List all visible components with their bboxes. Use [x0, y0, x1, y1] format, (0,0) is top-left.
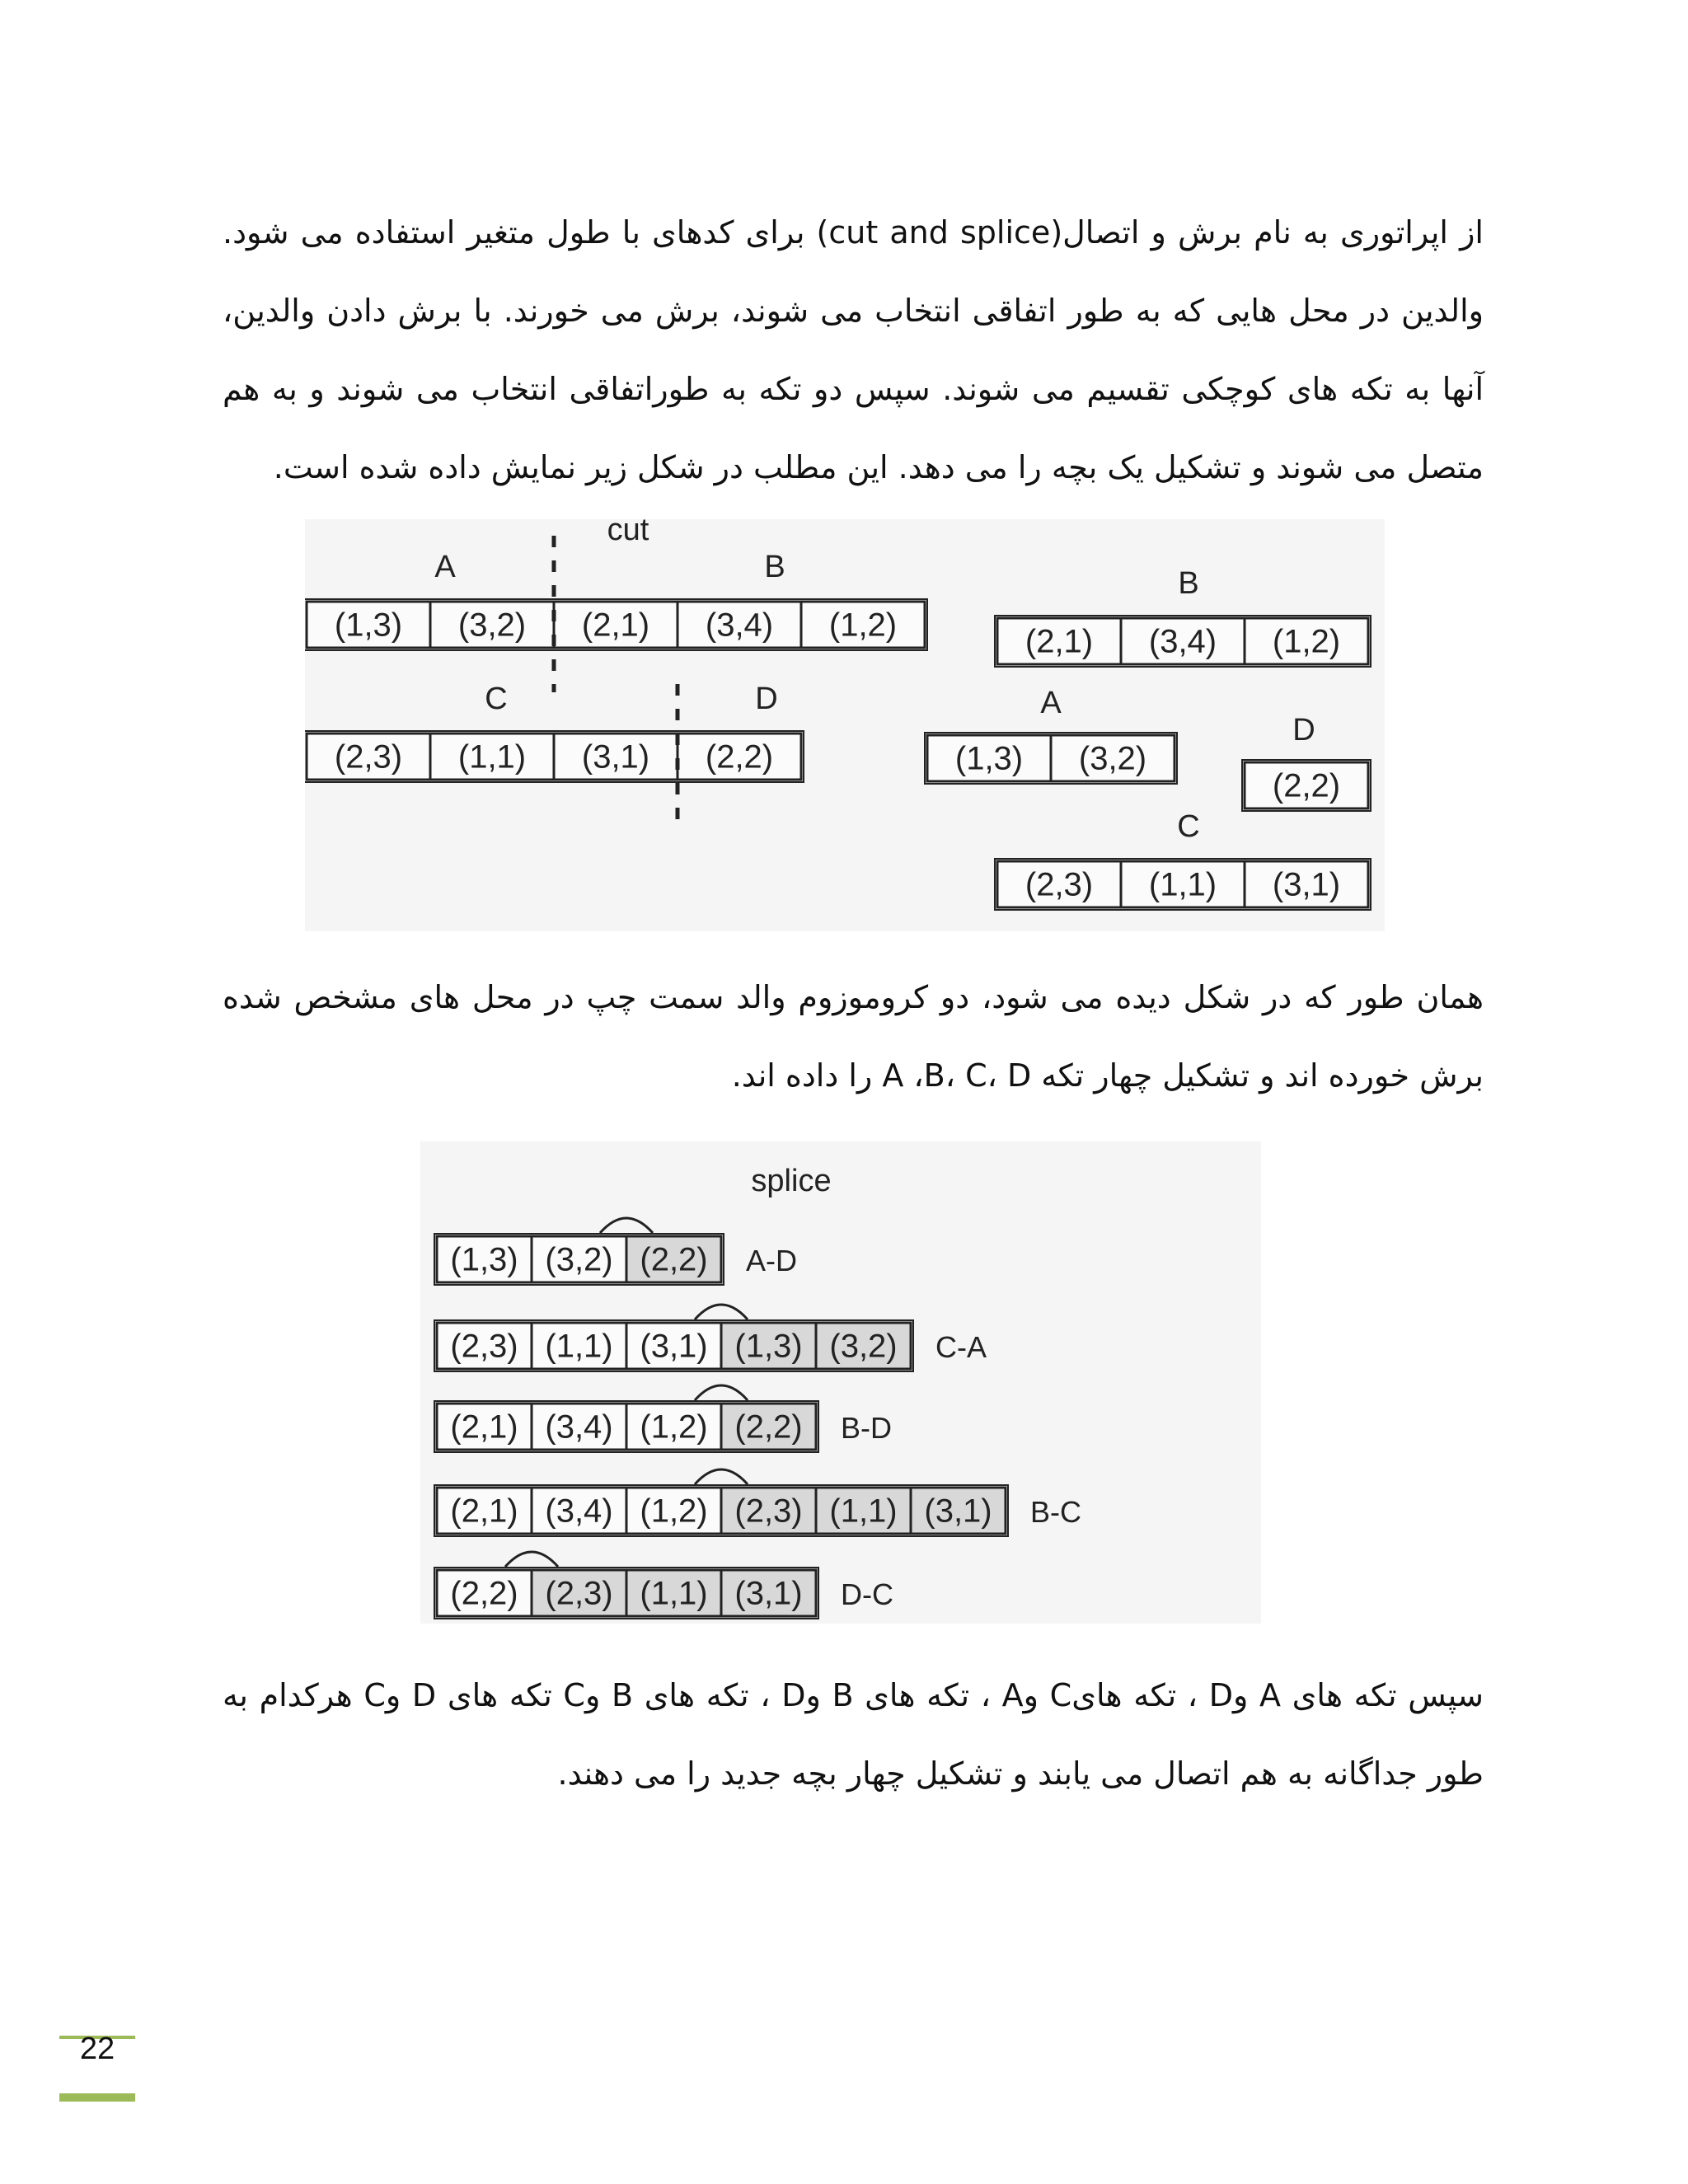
- gene-value: (1,3): [334, 607, 403, 644]
- piece-label-b: B: [764, 550, 785, 584]
- gene-value: (2,2): [450, 1575, 518, 1612]
- gene-cell: [801, 602, 925, 648]
- gene-cell: [721, 1488, 816, 1534]
- gene-value: (2,1): [1025, 623, 1094, 660]
- piece-label-d: D: [755, 682, 778, 716]
- gene-value: (2,2): [734, 1408, 803, 1446]
- gene-value: (1,2): [828, 607, 898, 644]
- splice-arc: [695, 1305, 748, 1319]
- gene-value: (1,1): [640, 1575, 708, 1612]
- gene-cell: [532, 1404, 626, 1450]
- gene-value: (3,1): [640, 1328, 708, 1365]
- gene-cell: [816, 1323, 911, 1369]
- gene-value: (1,1): [829, 1493, 898, 1530]
- right-label-a: A: [1040, 686, 1062, 720]
- figure-cut: [305, 519, 1385, 931]
- gene-cell: [997, 861, 1121, 907]
- gene-value: (3,4): [545, 1408, 613, 1446]
- gene-cell: [1051, 735, 1175, 781]
- gene-cell: [532, 1570, 626, 1616]
- gene-cell: [1245, 861, 1368, 907]
- page-number: 22: [79, 2032, 115, 2066]
- gene-value: (1,3): [450, 1241, 518, 1278]
- gene-cell: [997, 618, 1121, 664]
- gene-cell: [626, 1488, 721, 1534]
- gene-cell: [721, 1323, 816, 1369]
- gene-value: (1,2): [640, 1408, 708, 1446]
- gene-cell: [678, 602, 801, 648]
- gene-value: (1,3): [954, 740, 1024, 777]
- gene-cell: [678, 733, 801, 780]
- gene-cell: [721, 1404, 816, 1450]
- gene-cell: [437, 1570, 532, 1616]
- gene-value: (3,1): [581, 738, 650, 776]
- row-label: A-D: [746, 1244, 797, 1277]
- gene-value: (2,1): [581, 607, 650, 644]
- gene-value: (1,3): [734, 1328, 803, 1365]
- figure-splice: [420, 1141, 1261, 1624]
- gene-cell: [554, 602, 678, 648]
- splice-arc: [695, 1385, 748, 1400]
- gene-cell: [437, 1323, 532, 1369]
- gene-cell: [1245, 762, 1368, 808]
- splice-arc: [600, 1218, 653, 1233]
- gene-cell: [927, 735, 1051, 781]
- gene-value: (1,2): [1272, 623, 1341, 660]
- gene-value: (2,3): [545, 1575, 613, 1612]
- gene-value: (3,4): [545, 1493, 613, 1530]
- gene-value: (3,1): [1272, 866, 1341, 903]
- row-label: D-C: [841, 1577, 893, 1611]
- splice-arc: [505, 1552, 558, 1567]
- gene-value: (3,4): [705, 607, 774, 644]
- gene-value: (1,1): [1148, 866, 1217, 903]
- gene-value: (3,2): [829, 1328, 898, 1365]
- gene-cell: [307, 602, 430, 648]
- gene-value: (2,3): [734, 1493, 803, 1530]
- paragraph-conclusion: سپس تکه های A وD ، تکه هایC وA ، تکه های B وD ، تکه های B وC تکه های D وC هرکدام به طور جداگانه به هم اتصال می یابند و تشکیل چهار بچه جدید را می دهند.: [223, 1677, 1484, 1792]
- gene-value: (3,1): [734, 1575, 803, 1612]
- row-label: C-A: [935, 1330, 987, 1364]
- gene-cell: [1121, 618, 1245, 664]
- gene-cell: [307, 733, 430, 780]
- gene-value: (3,1): [924, 1493, 992, 1530]
- right-label-c: C: [1177, 809, 1200, 844]
- gene-cell: [554, 733, 678, 780]
- splice-arc: [695, 1469, 748, 1484]
- gene-value: (3,2): [545, 1241, 613, 1278]
- gene-value: (2,1): [450, 1493, 518, 1530]
- gene-value: (1,1): [545, 1328, 613, 1365]
- gene-value: (1,2): [640, 1493, 708, 1530]
- paragraph-intro: از اپراتوری به نام برش و اتصال(cut and splice) برای کدهای با طول متغیر استفاده می شود. والدین در محل هایی که به طور اتفاقی انتخاب می شوند، برش می خورند. با برش دادن والدین، آنها به تکه های کوچکی تقسیم می شوند. سپس دو تکه به طوراتفاقی انتخاب می شوند و به هم متصل می شوند و تشکیل یک بچه را می دهد. این مطلب در شکل زیر نمایش داده شده است.: [223, 214, 1484, 485]
- splice-diagram: [420, 1141, 1261, 1624]
- cut-diagram: [305, 519, 1385, 931]
- gene-value: (2,1): [450, 1408, 518, 1446]
- piece-label-a: A: [434, 550, 456, 584]
- cut-label: cut: [607, 519, 649, 547]
- gene-value: (2,3): [1025, 866, 1094, 903]
- gene-cell: [430, 733, 554, 780]
- gene-cell: [1245, 618, 1368, 664]
- gene-value: (1,1): [457, 738, 527, 776]
- gene-cell: [430, 602, 554, 648]
- gene-cell: [816, 1488, 911, 1534]
- row-label: B-D: [841, 1411, 892, 1445]
- gene-cell: [911, 1488, 1006, 1534]
- splice-label: splice: [751, 1164, 832, 1198]
- gene-cell: [626, 1236, 721, 1282]
- gene-value: (3,2): [1078, 740, 1147, 777]
- gene-cell: [626, 1404, 721, 1450]
- gene-cell: [721, 1570, 816, 1616]
- gene-cell: [1121, 861, 1245, 907]
- gene-cell: [437, 1236, 532, 1282]
- gene-value: (2,3): [334, 738, 403, 776]
- right-label-b: B: [1178, 566, 1199, 601]
- paragraph-explanation: همان طور که در شکل دیده می شود، دو کروموزوم والد سمت چپ در محل های مشخص شده برش خورده اند و تشکیل چهار تکه A ،B، C، D را داده اند.: [223, 979, 1484, 1094]
- gene-value: (3,2): [457, 607, 527, 644]
- gene-cell: [626, 1323, 721, 1369]
- piece-label-c: C: [485, 682, 508, 716]
- gene-cell: [437, 1488, 532, 1534]
- right-label-d: D: [1292, 713, 1315, 748]
- gene-value: (2,2): [705, 738, 774, 776]
- row-label: B-C: [1030, 1495, 1081, 1529]
- gene-value: (2,2): [1272, 767, 1341, 804]
- gene-cell: [626, 1570, 721, 1616]
- gene-value: (2,2): [640, 1241, 708, 1278]
- gene-cell: [437, 1404, 532, 1450]
- gene-cell: [532, 1323, 626, 1369]
- gene-cell: [532, 1488, 626, 1534]
- footer-rule-bottom: [59, 2093, 135, 2102]
- gene-cell: [532, 1236, 626, 1282]
- gene-value: (3,4): [1148, 623, 1217, 660]
- gene-value: (2,3): [450, 1328, 518, 1365]
